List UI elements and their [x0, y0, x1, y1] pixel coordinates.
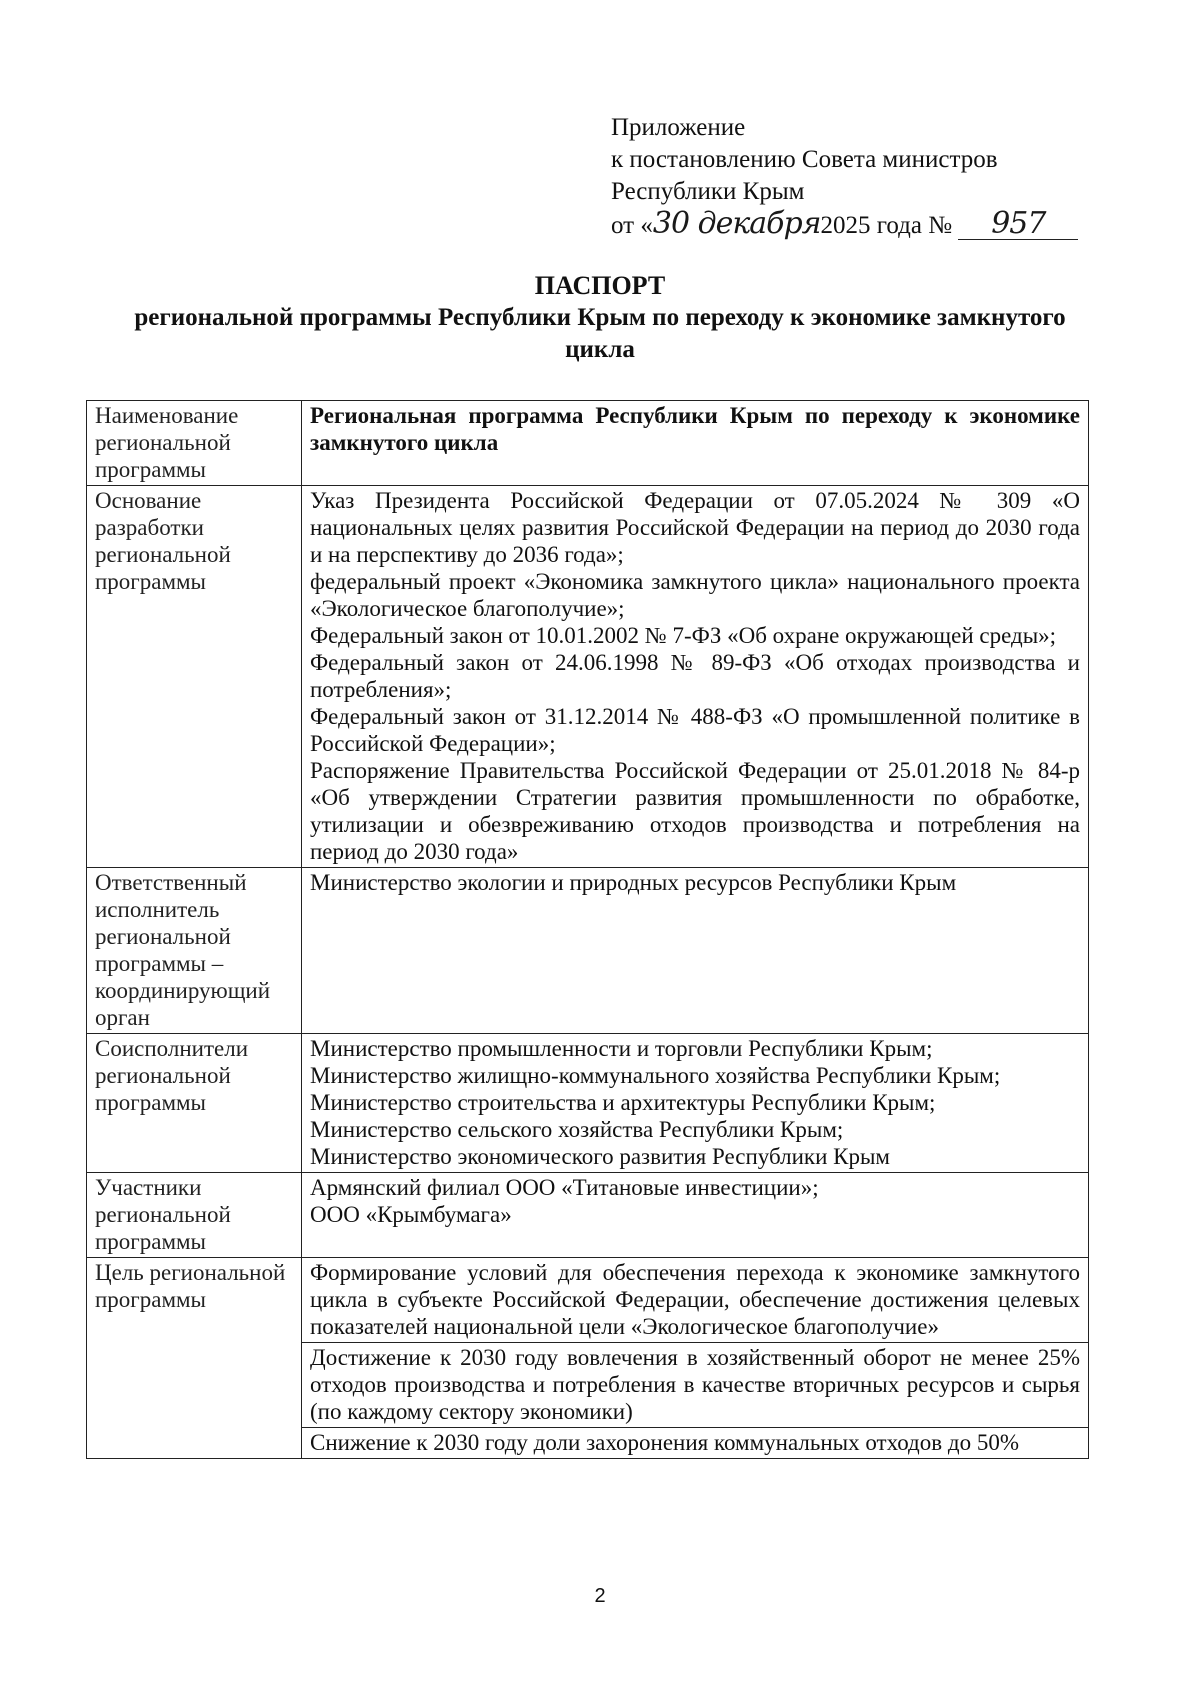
value-item: Достижение к 2030 году вовлечения в хозяйственный оборот не менее 25% отходов производства и потребления в качестве вторичных ресурсов и сырья (по каждому сектору экономики): [310, 1345, 1080, 1424]
appendix-resolution-line: к постановлению Совета министров: [611, 146, 998, 173]
appendix-republic-line: Республики Крым: [611, 178, 805, 205]
value-item: Федеральный закон от 24.06.1998 № 89-ФЗ «Об отходах производства и потребления»;: [310, 650, 1080, 702]
value-item: Федеральный закон от 10.01.2002 № 7-ФЗ «Об охране окружающей среды»;: [310, 623, 1057, 648]
date-prefix: от «: [611, 212, 653, 239]
value-item: Министерство сельского хозяйства Республики Крым;: [310, 1117, 844, 1142]
passport-subtitle: региональной программы Республики Крым по переходу к экономике замкнутого цикла: [134, 304, 1066, 363]
passport-heading: ПАСПОРТ: [534, 271, 666, 300]
table-row: [87, 401, 1089, 486]
resolution-number: [958, 206, 1078, 241]
row-value: [302, 1034, 1089, 1173]
value-item: Министерство экономического развития Республики Крым: [310, 1144, 890, 1169]
appendix-date-line: [611, 208, 1078, 242]
value-item: федеральный проект «Экономика замкнутого цикла» национального проекта «Экологическое благополучие»;: [310, 569, 1080, 621]
passport-table-body: [87, 401, 1089, 1459]
table-row: [87, 868, 1089, 1034]
value-item: Армянский филиал ООО «Титановые инвестиции»;: [310, 1175, 819, 1200]
row-value: [302, 1343, 1089, 1428]
value-item: Федеральный закон от 31.12.2014 № 488-ФЗ «О промышленной политике в Российской Федерации»;: [310, 704, 1080, 756]
appendix-block: [611, 112, 1078, 242]
value-item: Министерство строительства и архитектуры Республики Крым;: [310, 1090, 936, 1115]
page-number: 2: [594, 1585, 606, 1607]
row-value: [302, 486, 1089, 868]
row-label: Ответственный исполнитель региональной программы – координирующий орган: [87, 868, 302, 1034]
handwritten-date: 30 декабря: [652, 206, 821, 241]
row-label: Соисполнители региональной программы: [87, 1034, 302, 1173]
table-row: [87, 486, 1089, 868]
value-item: Указ Президента Российской Федерации от 07.05.2024 № 309 «О национальных целях развития Российской Федерации на период до 2030 года и на перспективу до 2036 года»;: [310, 488, 1080, 567]
table-row: [87, 1034, 1089, 1173]
row-label: Цель региональной программы: [87, 1258, 302, 1459]
passport-table: [86, 400, 1089, 1459]
value-item: Региональная программа Республики Крым по переходу к экономике замкнутого цикла: [310, 403, 1080, 455]
value-item: Распоряжение Правительства Российской Федерации от 25.01.2018 № 84-р «Об утверждении Стратегии развития промышленности по обработке, утилизации и обезвреживанию отходов производства и потребления на период до 2030 года»: [310, 758, 1080, 864]
row-label: Наименование региональной программы: [87, 401, 302, 486]
row-value: [302, 1258, 1089, 1343]
value-item: Министерство жилищно-коммунального хозяйства Республики Крым;: [310, 1063, 1001, 1088]
document-title: [0, 270, 1200, 366]
row-value: [302, 868, 1089, 1034]
row-value: [302, 1428, 1089, 1459]
table-row: [87, 1173, 1089, 1258]
value-item: ООО «Крымбумага»: [310, 1202, 512, 1227]
date-suffix: 2025 года №: [820, 212, 953, 239]
row-value: [302, 1173, 1089, 1258]
value-item: Министерство экологии и природных ресурсов Республики Крым: [310, 870, 957, 895]
row-value: [302, 401, 1089, 486]
row-label: Основание разработки региональной программы: [87, 486, 302, 868]
value-item: Снижение к 2030 году доли захоронения коммунальных отходов до 50%: [310, 1430, 1019, 1455]
row-label: Участники региональной программы: [87, 1173, 302, 1258]
value-item: Министерство промышленности и торговли Республики Крым;: [310, 1036, 933, 1061]
handwritten-number: 957: [991, 206, 1046, 241]
table-row: [87, 1258, 1089, 1343]
value-item: Формирование условий для обеспечения перехода к экономике замкнутого цикла в субъекте Российской Федерации, обеспечение достижения целевых показателей национальной цели «Экологическое благополучие»: [310, 1260, 1080, 1339]
appendix-title: Приложение: [611, 114, 746, 141]
